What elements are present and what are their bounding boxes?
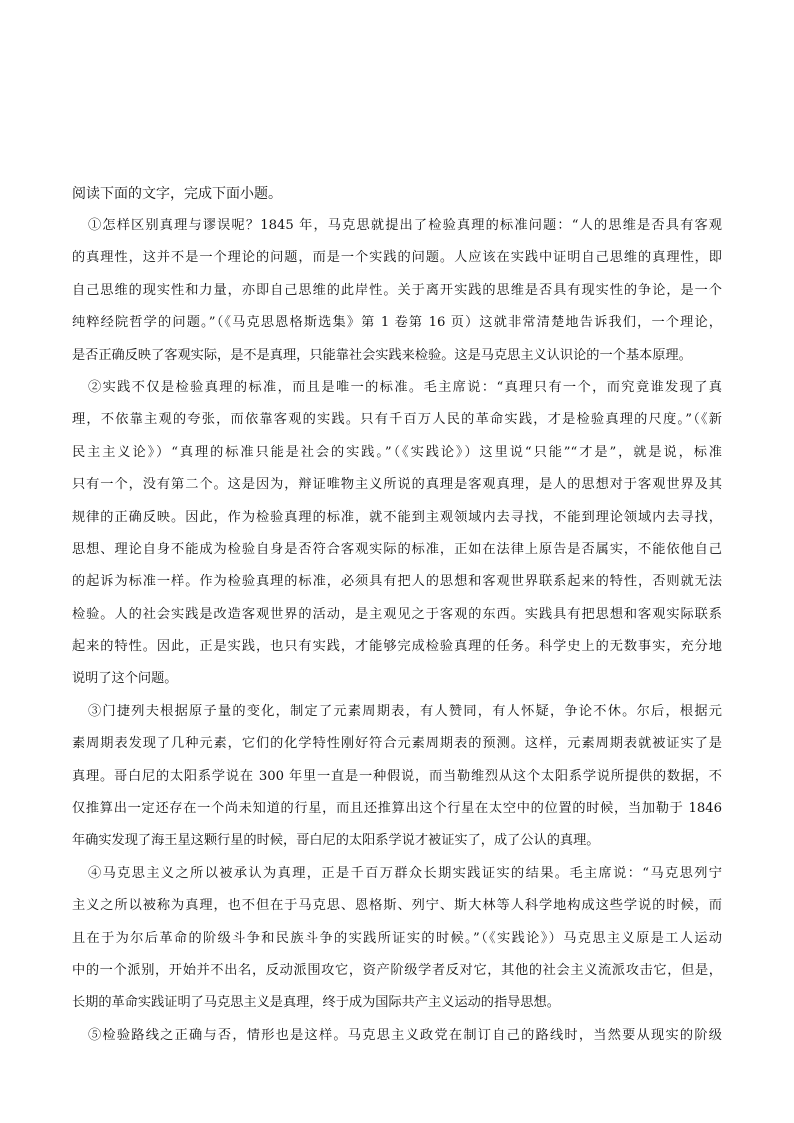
text-line: 的真理性，这并不是一个理论的问题，而是一个实践的问题。人应该在实践中证明自己思维的真理性，即 xyxy=(72,250,722,266)
text-line: 素周期表发现了几种元素，它们的化学特性刚好符合元素周期表的预测。这样，元素周期表就被证实了是 xyxy=(72,736,722,752)
paragraph-3 xyxy=(72,696,722,858)
text-line: 年确实发现了海王星这颗行星的时候，哥白尼的太阳系学说才被证实了，成了公认的真理。 xyxy=(72,833,600,849)
text-line: ④马克思主义之所以被承认为真理，正是千百万群众长期实践证实的结果。毛主席说：“马克思列宁 xyxy=(88,865,722,881)
text-line: 民主主义论》）“真理的标准只能是社会的实践。”（《实践论》）这里说“只能”“才是”，就是说，标准 xyxy=(72,444,722,460)
document-body xyxy=(72,178,722,1052)
text-line: 说明了这个问题。 xyxy=(72,671,178,687)
text-line: 思想、理论自身不能成为检验自身是否符合客观实际的标准，正如在法律上原告是否属实，不能依他自己 xyxy=(72,541,722,557)
paragraph-5 xyxy=(72,1020,722,1052)
paragraph-4 xyxy=(72,858,722,1020)
paragraph-1 xyxy=(72,210,722,372)
text-line: 仅推算出一定还存在一个尚未知道的行星，而且还推算出这个行星在太空中的位置的时候，当加勒于 1846 xyxy=(72,801,722,817)
text-line: 理，不依靠主观的夸张，而依靠客观的实践。只有千百万人民的革命实践，才是检验真理的尺度。”（《新 xyxy=(72,412,722,428)
text-line: 中的一个派别，开始并不出名，反动派围攻它，资产阶级学者反对它，其他的社会主义流派攻击它，但是， xyxy=(72,962,722,978)
text-line: 纯粹经院哲学的问题。”（《马克思恩格斯选集》第 1 卷第 16 页）这就非常清楚地告诉我们，一个理论， xyxy=(72,315,722,331)
text-line: ①怎样区别真理与谬误呢？1845 年，马克思就提出了检验真理的标准问题：“人的思维是否具有客观 xyxy=(88,218,722,233)
reading-instruction: 阅读下面的文字，完成下面小题。 xyxy=(72,186,282,202)
text-line: 且在于为尔后革命的阶级斗争和民族斗争的实践所证实的时候。”（《实践论》）马克思主义原是工人运动 xyxy=(72,930,722,946)
text-line: 是否正确反映了客观实际，是不是真理，只能靠社会实践来检验。这是马克思主义认识论的一个基本原理。 xyxy=(72,347,692,363)
text-line: 规律的正确反映。因此，作为检验真理的标准，就不能到主观领域内去寻找，不能到理论领域内去寻找， xyxy=(72,509,722,525)
text-line: 只有一个，没有第二个。这是因为，辩证唯物主义所说的真理是客观真理，是人的思想对于客观世界及其 xyxy=(72,477,722,493)
text-line: 长期的革命实践证明了马克思主义是真理，终于成为国际共产主义运动的指导思想。 xyxy=(72,995,560,1011)
text-line: 主义之所以被称为真理，也不但在于马克思、恩格斯、列宁、斯大林等人科学地构成这些学说的时候，而 xyxy=(72,898,722,914)
paragraph-2 xyxy=(72,372,722,696)
text-line: 起来的特性。因此，正是实践，也只有实践，才能够完成检验真理的任务。科学史上的无数事实，充分地 xyxy=(72,639,722,655)
text-line: 真理。哥白尼的太阳系学说在 300 年里一直是一种假说，而当勒维烈从这个太阳系学说所提供的数据，不 xyxy=(72,768,722,784)
text-line: 检验。人的社会实践是改造客观世界的活动，是主观见之于客观的东西。实践具有把思想和客观实际联系 xyxy=(72,606,722,622)
text-line: ⑤检验路线之正确与否，情形也是这样。马克思主义政党在制订自己的路线时，当然要从现实的阶级 xyxy=(88,1027,722,1043)
text-line: 的起诉为标准一样。作为检验真理的标准，必须具有把人的思想和客观世界联系起来的特性，否则就无法 xyxy=(72,574,722,590)
text-line: ②实践不仅是检验真理的标准，而且是唯一的标准。毛主席说：“真理只有一个，而究竟谁发现了真 xyxy=(88,379,722,395)
text-line: ③门捷列夫根据原子量的变化，制定了元素周期表，有人赞同，有人怀疑，争论不休。尔后，根据元 xyxy=(88,703,722,719)
text-line: 自己思维的现实性和力量，亦即自己思维的此岸性。关于离开实践的思维是否具有现实性的争论，是一个 xyxy=(72,282,722,298)
